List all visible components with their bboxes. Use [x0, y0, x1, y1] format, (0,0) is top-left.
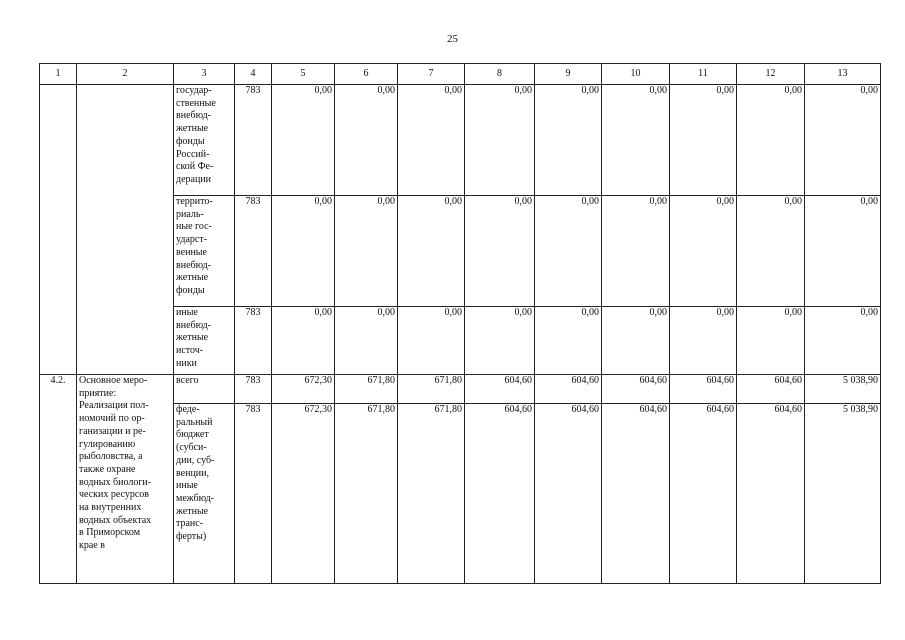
value-cell: 604,60: [535, 375, 602, 404]
value-cell: 604,60: [602, 375, 670, 404]
value-cell: 671,80: [335, 375, 398, 404]
value-cell: 0,00: [670, 196, 737, 307]
value-cell: 0,00: [335, 196, 398, 307]
value-cell: 5 038,90: [805, 404, 881, 584]
value-cell: 0,00: [737, 85, 805, 196]
value-cell: 0,00: [737, 196, 805, 307]
value-cell: 671,80: [398, 375, 465, 404]
value-cell: 0,00: [398, 307, 465, 375]
column-header: 10: [602, 64, 670, 85]
column-header: 4: [235, 64, 272, 85]
code-cell: 783: [235, 307, 272, 375]
column-header: 9: [535, 64, 602, 85]
value-cell: 0,00: [805, 196, 881, 307]
column-header: 12: [737, 64, 805, 85]
funding-source-cell: иные внебюд- жетные источ- ники: [174, 307, 235, 375]
column-header: 13: [805, 64, 881, 85]
value-cell: 0,00: [602, 307, 670, 375]
budget-table: [39, 63, 881, 584]
value-cell: 0,00: [272, 307, 335, 375]
value-cell: 0,00: [465, 196, 535, 307]
value-cell: 0,00: [670, 307, 737, 375]
value-cell: 0,00: [398, 85, 465, 196]
value-cell: 0,00: [670, 85, 737, 196]
value-cell: 671,80: [398, 404, 465, 584]
measure-name-cell: [77, 375, 174, 584]
column-header: 8: [465, 64, 535, 85]
value-cell: 671,80: [335, 404, 398, 584]
table-row: [40, 375, 881, 404]
column-header: 1: [40, 64, 77, 85]
measure-description: Реализация пол- номочий по ор- ганизации и ре- гулированию рыболовства, а также охране водных биологи- ческих ресурсов на внутренних водных объектах в Приморском крае в: [79, 400, 152, 552]
value-cell: 672,30: [272, 404, 335, 584]
value-cell: 0,00: [335, 85, 398, 196]
index-cell: [40, 85, 77, 375]
code-cell: 783: [235, 404, 272, 584]
column-header: 7: [398, 64, 465, 85]
code-cell: 783: [235, 196, 272, 307]
funding-source-cell: всего: [174, 375, 235, 404]
value-cell: 0,00: [535, 85, 602, 196]
funding-source-cell: террито- риаль- ные гос- ударст- венные внебюд- жетные фонды: [174, 196, 235, 307]
table-row: [40, 85, 881, 196]
value-cell: 0,00: [465, 307, 535, 375]
code-cell: 783: [235, 85, 272, 196]
measure-index-cell: 4.2.: [40, 375, 77, 584]
page-number: 25: [447, 33, 458, 45]
value-cell: 0,00: [535, 307, 602, 375]
value-cell: 0,00: [465, 85, 535, 196]
value-cell: 0,00: [602, 196, 670, 307]
value-cell: 0,00: [535, 196, 602, 307]
column-header: 11: [670, 64, 737, 85]
value-cell: 604,60: [670, 375, 737, 404]
value-cell: 0,00: [805, 85, 881, 196]
measure-title: Основное меро- приятие:: [79, 375, 148, 399]
value-cell: 604,60: [465, 375, 535, 404]
value-cell: 0,00: [602, 85, 670, 196]
value-cell: 0,00: [398, 196, 465, 307]
funding-source-cell: государ- ственные внебюд- жетные фонды Россий- ской Фе- дерации: [174, 85, 235, 196]
measure-cell: [77, 85, 174, 375]
funding-source-cell: феде- ральный бюджет (субси- дии, суб- венции, иные межбюд- жетные транс- ферты): [174, 404, 235, 584]
value-cell: 672,30: [272, 375, 335, 404]
value-cell: 604,60: [602, 404, 670, 584]
value-cell: 0,00: [335, 307, 398, 375]
value-cell: 604,60: [737, 404, 805, 584]
code-cell: 783: [235, 375, 272, 404]
value-cell: 604,60: [737, 375, 805, 404]
column-header: 2: [77, 64, 174, 85]
value-cell: 0,00: [805, 307, 881, 375]
value-cell: 604,60: [670, 404, 737, 584]
value-cell: 5 038,90: [805, 375, 881, 404]
column-header: 5: [272, 64, 335, 85]
column-header: 6: [335, 64, 398, 85]
value-cell: 604,60: [535, 404, 602, 584]
value-cell: 0,00: [737, 307, 805, 375]
header-row: [40, 64, 881, 85]
value-cell: 0,00: [272, 196, 335, 307]
value-cell: 604,60: [465, 404, 535, 584]
column-header: 3: [174, 64, 235, 85]
value-cell: 0,00: [272, 85, 335, 196]
